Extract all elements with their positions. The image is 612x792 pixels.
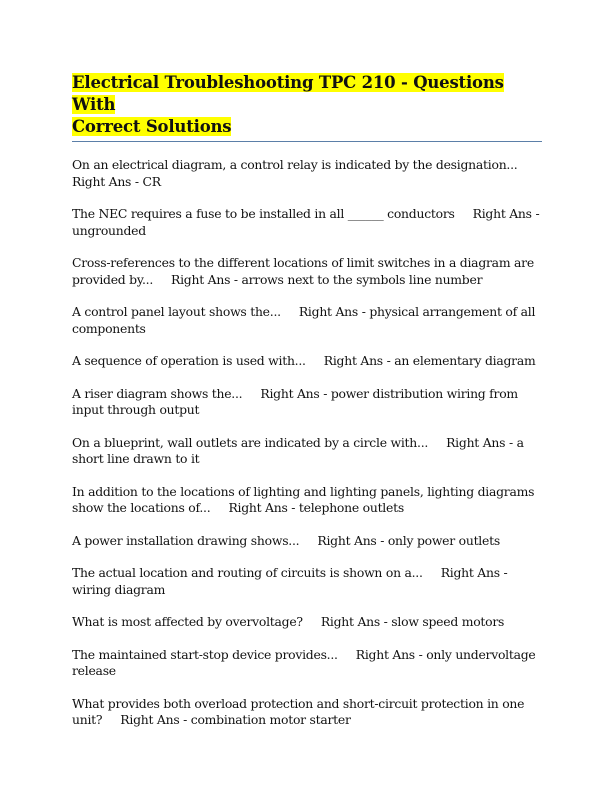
qa-item: [72, 255, 542, 288]
qa-item: [72, 647, 542, 680]
question-text: The NEC requires a fuse to be installed in all ______ conductors: [72, 206, 455, 221]
question-text: What provides both overload protection and short-circuit protection in one unit?: [72, 695, 525, 727]
answer-text: Right Ans - a short line drawn to it: [72, 434, 524, 466]
answer-text: Right Ans - wiring diagram: [72, 565, 508, 597]
question-text: On a blueprint, wall outlets are indicated by a circle with...: [72, 434, 429, 450]
answer-text: Right Ans - physical arrangement of all components: [72, 304, 536, 336]
question-text: A control panel layout shows the...: [72, 304, 281, 319]
question-text: The maintained start-stop device provides...: [72, 646, 338, 662]
question-text: Cross-references to the different locations of limit switches in a diagram are provided by...: [72, 255, 534, 287]
qa-item: [72, 614, 542, 631]
title-line-2: Correct Solutions: [72, 117, 232, 136]
answer-text: Right Ans - ungrounded: [72, 206, 540, 238]
question-text: A sequence of operation is used with...: [72, 353, 306, 368]
qa-item: [72, 304, 542, 337]
question-text: On an electrical diagram, a control relay is indicated by the designation...: [72, 157, 518, 172]
answer-text: Right Ans - only power outlets: [317, 532, 500, 548]
question-text: What is most affected by overvoltage?: [72, 614, 303, 629]
qa-item: [72, 435, 542, 468]
question-text: The actual location and routing of circuits is shown on a...: [72, 565, 423, 580]
question-text: A riser diagram shows the...: [72, 385, 243, 401]
qa-list: [72, 157, 542, 729]
qa-item: [72, 565, 542, 598]
answer-text: Right Ans - telephone outlets: [228, 500, 404, 515]
document-title: [72, 72, 542, 138]
answer-text: Right Ans - an elementary diagram: [323, 353, 536, 368]
answer-text: Right Ans - CR: [72, 173, 161, 189]
qa-item: [72, 206, 542, 239]
answer-text: Right Ans - only undervoltage release: [72, 646, 536, 678]
question-text: A power installation drawing shows...: [72, 532, 300, 548]
qa-item: [72, 533, 542, 550]
qa-item: [72, 696, 542, 729]
answer-text: Right Ans - slow speed motors: [320, 614, 505, 629]
qa-item: [72, 386, 542, 419]
title-line-1: Electrical Troubleshooting TPC 210 - Questions With: [72, 73, 504, 114]
answer-text: Right Ans - combination motor starter: [120, 712, 351, 727]
document-page: [72, 72, 542, 745]
answer-text: Right Ans - arrows next to the symbols line number: [171, 271, 483, 287]
answer-text: Right Ans - power distribution wiring from input through output: [72, 385, 518, 417]
question-text: In addition to the locations of lighting and lighting panels, lighting diagrams show the locations of...: [72, 483, 535, 515]
qa-item: [72, 484, 542, 517]
title-underline: [72, 141, 542, 142]
qa-item: [72, 353, 542, 370]
qa-item: [72, 157, 542, 190]
